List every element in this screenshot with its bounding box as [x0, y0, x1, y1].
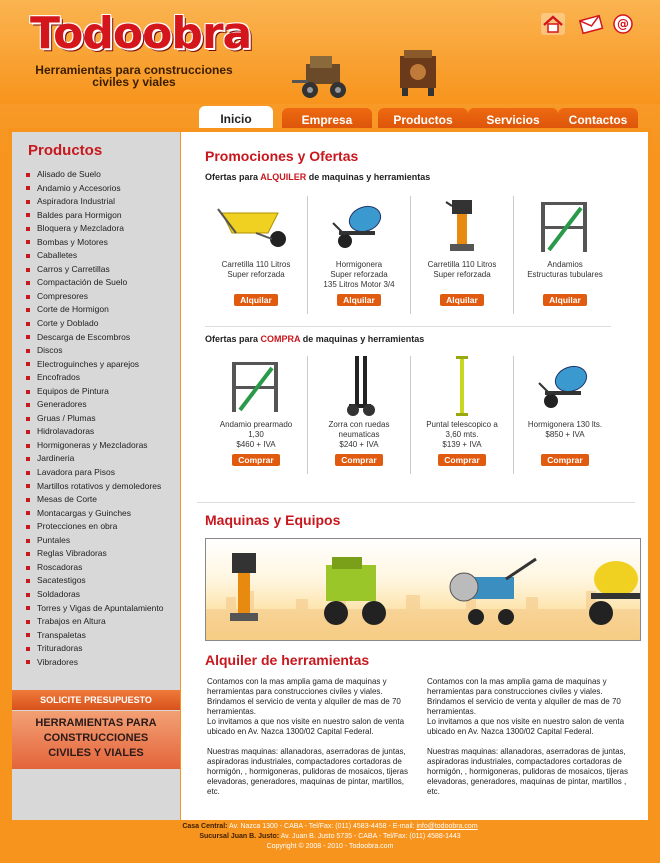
- sidebar-item[interactable]: Baldes para Hormigon: [26, 209, 163, 223]
- at-sign-icon[interactable]: [610, 12, 636, 36]
- product-line: neumaticas: [338, 430, 380, 439]
- tab-productos[interactable]: Productos: [378, 108, 468, 132]
- sidebar-item[interactable]: Bloquera y Mezcladora: [26, 222, 163, 236]
- product-line: Super reforzada: [227, 270, 285, 279]
- sidebar-item[interactable]: Lavadora para Pisos: [26, 466, 163, 480]
- product-card: [205, 352, 307, 466]
- sidebar-item[interactable]: Corte de Hormigon: [26, 303, 163, 317]
- divider: [307, 356, 308, 474]
- product-line: $460 + IVA: [236, 440, 276, 449]
- product-line: Estructuras tubulares: [527, 270, 603, 279]
- product-line: Andamio prearmado: [219, 420, 293, 429]
- sidebar-banner-line: CONSTRUCCIONES: [43, 732, 149, 744]
- divider: [307, 196, 308, 314]
- divider: [197, 502, 635, 503]
- sidebar-item[interactable]: Aspiradora Industrial: [26, 195, 163, 209]
- paragraph-text: Lo invitamos a que nos visite en nuestro salon de venta ubicado en Av. Nazca 1300/02 Capital Federal.: [207, 717, 405, 736]
- product-line: Hormigonera: [335, 260, 383, 269]
- product-line: Carretilla 110 Litros: [427, 260, 497, 269]
- sidebar-item[interactable]: Descarga de Escombros: [26, 331, 163, 345]
- tab-contactos[interactable]: Contactos: [558, 108, 638, 132]
- divider: [410, 196, 411, 314]
- sidebar-item[interactable]: Bombas y Motores: [26, 236, 163, 250]
- product-description: [308, 260, 410, 294]
- product-line: Carretilla 110 Litros: [221, 260, 291, 269]
- sidebar-title: Productos: [28, 142, 103, 159]
- sidebar-item[interactable]: Encofrados: [26, 371, 163, 385]
- sidebar-item[interactable]: Alisado de Suelo: [26, 168, 163, 182]
- product-category-list: [26, 168, 163, 669]
- machines-banner-image: [206, 539, 641, 641]
- machines-banner[interactable]: [205, 538, 641, 641]
- product-card: [514, 352, 616, 466]
- sidebar-item[interactable]: Compresores: [26, 290, 163, 304]
- product-action-button[interactable]: Alquilar: [337, 294, 381, 306]
- footer-copyright: Copyright © 2008 - 2010 - Todoobra.com: [266, 843, 394, 850]
- tab-inicio[interactable]: Inicio: [199, 106, 273, 132]
- concrete-mixer-icon[interactable]: [308, 192, 410, 260]
- rental-text-col-1: [207, 677, 413, 807]
- home-icon[interactable]: [540, 12, 566, 36]
- heading-text: Ofertas para: [205, 334, 261, 344]
- sidebar-banner[interactable]: [12, 711, 180, 769]
- sidebar-item[interactable]: Andamio y Accesorios: [26, 182, 163, 196]
- purchase-offers-grid: [205, 352, 615, 482]
- sidebar-item[interactable]: Trituradoras: [26, 642, 163, 656]
- sidebar-item[interactable]: Puntales: [26, 534, 163, 548]
- product-action-button[interactable]: Comprar: [232, 454, 279, 466]
- sidebar-item[interactable]: Soldadoras: [26, 588, 163, 602]
- footer-email-link[interactable]: info@todoobra.com: [416, 823, 478, 830]
- footer-text: Av. Juan B. Justo 5735 - CABA - Tel/Fax: (011) 4588-1443: [279, 833, 461, 840]
- heading-highlight: COMPRA: [260, 334, 301, 344]
- heading-text: Ofertas para: [205, 172, 261, 182]
- bending-machine-icon: [392, 46, 444, 98]
- scaffold-icon[interactable]: [514, 192, 616, 260]
- product-card: [411, 352, 513, 466]
- product-description: [514, 260, 616, 294]
- sidebar-item[interactable]: Protecciones en obra: [26, 520, 163, 534]
- divider: [205, 326, 611, 327]
- product-line: Super reforzada: [330, 270, 388, 279]
- heading-highlight: ALQUILER: [260, 172, 307, 182]
- divider: [513, 196, 514, 314]
- paragraph-text: Contamos con la mas amplia gama de maquinas y herramientas para construcciones civiles y viales. Brindamos el servicio de venta y alquiler de mas de 70 herramientas.: [207, 677, 401, 716]
- product-action-button[interactable]: Alquilar: [440, 294, 484, 306]
- request-quote-button[interactable]: SOLICITE PRESUPUESTO: [12, 690, 180, 710]
- product-card: [205, 192, 307, 306]
- tagline-line-2: civiles y viales: [92, 75, 176, 89]
- sidebar-item[interactable]: Torres y Vigas de Apuntalamiento: [26, 602, 163, 616]
- sidebar-item[interactable]: Roscadoras: [26, 561, 163, 575]
- rental-text-col-2: [427, 677, 635, 807]
- footer-text: Av. Nazca 1300 - CABA - Tel/Fax: (011) 4583-4458 - E-mail:: [227, 823, 417, 830]
- product-line: 3,60 mts.: [445, 430, 479, 439]
- sidebar-item[interactable]: Carros y Carretillas: [26, 263, 163, 277]
- product-description: [308, 420, 410, 454]
- product-line: Super reforzada: [433, 270, 491, 279]
- tamper-icon[interactable]: [411, 192, 513, 260]
- product-line: $850 + IVA: [545, 430, 585, 439]
- product-action-button[interactable]: Comprar: [335, 454, 382, 466]
- footer-sucursal: [0, 832, 660, 842]
- product-action-button[interactable]: Comprar: [541, 454, 588, 466]
- product-description: [205, 260, 307, 294]
- sidebar-item[interactable]: Trabajos en Altura: [26, 615, 163, 629]
- paragraph: [207, 677, 413, 737]
- svg-text:@: @: [617, 17, 629, 31]
- sidebar-item[interactable]: Generadores: [26, 398, 163, 412]
- email-envelope-icon[interactable]: [578, 12, 604, 36]
- wheelbarrow-icon[interactable]: [205, 192, 307, 260]
- sidebar-item[interactable]: Montacargas y Guinches: [26, 507, 163, 521]
- rental-title: Alquiler de herramientas: [205, 652, 370, 668]
- sidebar-item[interactable]: Sacatestigos: [26, 574, 163, 588]
- sidebar-banner-line: HERRAMIENTAS PARA: [35, 717, 157, 729]
- product-line: 135 Litros Motor 3/4: [323, 280, 395, 289]
- paragraph-text: Lo invitamos a que nos visite en nuestro salon de venta ubicado en Av. Nazca 1300/02 Capital Federal.: [427, 717, 625, 736]
- concrete-mixer-icon[interactable]: [514, 352, 616, 420]
- crusher-machine-icon: [288, 50, 358, 100]
- footer-label: Sucursal Juan B. Justo:: [199, 833, 280, 840]
- tagline: [34, 64, 234, 88]
- product-description: [205, 420, 307, 454]
- telescopic-prop-icon[interactable]: [411, 352, 513, 420]
- divider: [410, 356, 411, 474]
- sidebar-item[interactable]: Jardineria: [26, 452, 163, 466]
- product-line: Andamios: [547, 260, 583, 269]
- sidebar-item[interactable]: Electroguinches y aparejos: [26, 358, 163, 372]
- sidebar-item[interactable]: Discos: [26, 344, 163, 358]
- sidebar-item[interactable]: Corte y Doblado: [26, 317, 163, 331]
- product-line: Hormigonera 130 lts.: [527, 420, 603, 429]
- sidebar-item[interactable]: Hidrolavadoras: [26, 425, 163, 439]
- rental-offers-grid: [205, 192, 615, 322]
- heading-text: de maquinas y herramientas: [306, 172, 431, 182]
- paragraph-text: Contamos con la mas amplia gama de maquinas y herramientas para construcciones civiles y viales. Brindamos el servicio de venta y alquiler de mas de 70 herramientas.: [427, 677, 621, 716]
- footer-label: Casa Central:: [182, 823, 228, 830]
- product-card: [308, 352, 410, 466]
- product-action-button[interactable]: Alquilar: [234, 294, 278, 306]
- tagline-line-1: Herramientas para construcciones: [35, 63, 233, 77]
- promos-title: Promociones y Ofertas: [205, 148, 359, 164]
- footer-central: [0, 822, 660, 832]
- sidebar-item[interactable]: Martillos rotativos y demoledores: [26, 480, 163, 494]
- sidebar-item[interactable]: Equipos de Pintura: [26, 385, 163, 399]
- sidebar-item[interactable]: Mesas de Corte: [26, 493, 163, 507]
- sidebar-item[interactable]: Transpaletas: [26, 629, 163, 643]
- rental-offers-heading: [205, 172, 430, 182]
- main-content: [181, 132, 648, 820]
- sidebar-banner-line: CIVILES Y VIALES: [48, 747, 144, 759]
- sidebar-item[interactable]: Hormigoneras y Mezcladoras: [26, 439, 163, 453]
- heading-text: de maquinas y herramientas: [300, 334, 425, 344]
- product-card: [411, 192, 513, 306]
- paragraph: Nuestras maquinas: allanadoras, aserradoras de juntas, aspiradoras industriales, compactadores cortadoras de hormigón, , hormigoneras, pulidoras de mosaicos, tijeras elevadoras, generadores, maquinas de pintar, martillos, etc.: [207, 747, 408, 796]
- purchase-offers-heading: [205, 334, 424, 344]
- scaffold-icon[interactable]: [205, 352, 307, 420]
- sidebar-item[interactable]: Compactación de Suelo: [26, 276, 163, 290]
- sidebar-item[interactable]: Reglas Vibradoras: [26, 547, 163, 561]
- tab-servicios[interactable]: Servicios: [468, 108, 558, 132]
- product-description: [514, 420, 616, 454]
- sidebar-item[interactable]: Vibradores: [26, 656, 163, 670]
- product-description: [411, 420, 513, 454]
- product-line: Zorra con ruedas: [328, 420, 390, 429]
- tab-empresa[interactable]: Empresa: [282, 108, 372, 132]
- divider: [513, 356, 514, 474]
- sidebar-item[interactable]: Caballetes: [26, 249, 163, 263]
- product-line: $240 + IVA: [339, 440, 379, 449]
- logo[interactable]: Todoobra: [30, 8, 252, 59]
- footer: [0, 822, 660, 852]
- product-card: [514, 192, 616, 306]
- hand-truck-icon[interactable]: [308, 352, 410, 420]
- product-description: [411, 260, 513, 294]
- product-line: 1,30: [248, 430, 264, 439]
- sidebar-item[interactable]: Gruas / Plumas: [26, 412, 163, 426]
- product-line: Puntal telescopico a: [426, 420, 498, 429]
- product-action-button[interactable]: Alquilar: [543, 294, 587, 306]
- product-action-button[interactable]: Comprar: [438, 454, 485, 466]
- product-line: $139 + IVA: [442, 440, 482, 449]
- machines-title: Maquinas y Equipos: [205, 512, 341, 528]
- product-card: [308, 192, 410, 306]
- paragraph: Nuestras maquinas: allanadoras, aserradoras de juntas, aspiradoras industriales, compactadores cortadoras de hormigón, , hormigoneras, pulidoras de mosaicos, tijeras elevadoras, generadores, maquinas de pintar, martillos , etc.: [427, 747, 628, 796]
- paragraph: [427, 677, 635, 737]
